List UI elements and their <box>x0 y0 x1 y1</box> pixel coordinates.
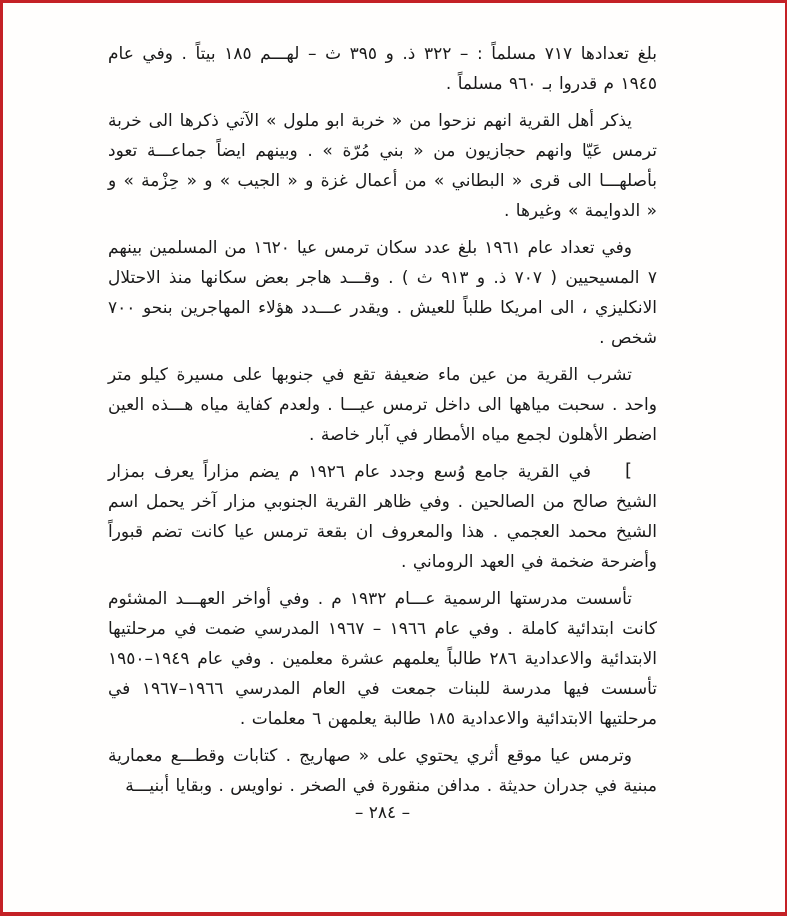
page-number: – ٢٨٤ – <box>354 803 411 823</box>
paragraph-mosque-shrines-text: في القرية جامع وُسع وجدد عام ١٩٢٦ م يضم مزاراً يعرف بمزار الشيخ صالح من الصالحين . وفي ظاهر القرية الجنوبي مزار آخر يحمل اسم الشيخ محمد العجمي . هذا والمعروف ان بقعة ترمس عيا كانت تضم قبوراً وأضرحة ضخمة في العهد الروماني . <box>108 462 657 572</box>
paragraph-census-1961: وفي تعداد عام ١٩٦١ بلغ عدد سكان ترمس عيا ١٦٢٠ من المسلمين بينهم ٧ المسيحيين ( ٧٠٧ ذ. و ٩١٣ ث ) . وقـــد هاجر بعض سكانها منذ الاحتلال الانكليزي ، الى امريكا طلباً للعيش . ويقدر عـــدد هؤلاء المهاجرين بنحو ٧٠٠ شخص . <box>108 238 657 348</box>
paragraph-population-count: بلغ تعدادها ٧١٧ مسلماً : – ٣٢٢ ذ. و ٣٩٥ ث – لهـــم ١٨٥ بيتاً . وفي عام ١٩٤٥ م قدروا بـ ٩٦٠ مسلماً . <box>108 44 658 94</box>
text-column <box>108 39 657 808</box>
paragraph-antiquities: وترمس عيا موقع أثري يحتوي على « صهاريج . كتابات وقطـــع معمارية مبنية في جدران حديثة . مدافن منقورة في الصخر . نواويس . وبقايا أبنيـــة <box>108 746 657 796</box>
paragraph-schools: تأسست مدرستها الرسمية عـــام ١٩٣٢ م . وفي أواخر العهـــد المشئوم كانت ابتدائية كاملة . وفي عام ١٩٦٦ – ١٩٦٧ المدرسي ضمت في مرحلتيها الابتدائية والاعدادية ٢٨٦ طالباً يعلمهم عشرة معلمين . وفي عام ١٩٤٩–١٩٥٠ تأسست فيها مدرسة للبنات جمعت في العام المدرسي ١٩٦٦–١٩٦٧ في مرحلتيها الابتدائية والاعدادية ١٨٥ طالبة يعلمهن ٦ معلمات . <box>108 589 658 729</box>
paragraph-water-supply: تشرب القرية من عين ماء ضعيفة تقع في جنوبها على مسيرة كيلو متر واحد . سحبت مياهها الى داخل ترمس عيـــا . ولعدم كفاية مياه هـــذه العين اضطر الأهلون لجمع مياه الأمطار في آبار خاصة . <box>108 365 657 445</box>
paragraph-mosque-shrines <box>108 457 657 577</box>
paragraph-village-origins: يذكر أهل القرية انهم نزحوا من « خربة ابو ملول » الآتي ذكرها الى خربة ترمس عَيّا وانهم حجازيون من « بني مُرّة » . وبينهم ايضاً جماعـــة تعود بأصلهـــا الى قرى « البطاني » من أعمال غزة و « الجيب » و « حِزْمة » و « الدوايمة » وغيرها . <box>108 111 657 221</box>
margin-bracket-mark: [ <box>624 460 633 481</box>
